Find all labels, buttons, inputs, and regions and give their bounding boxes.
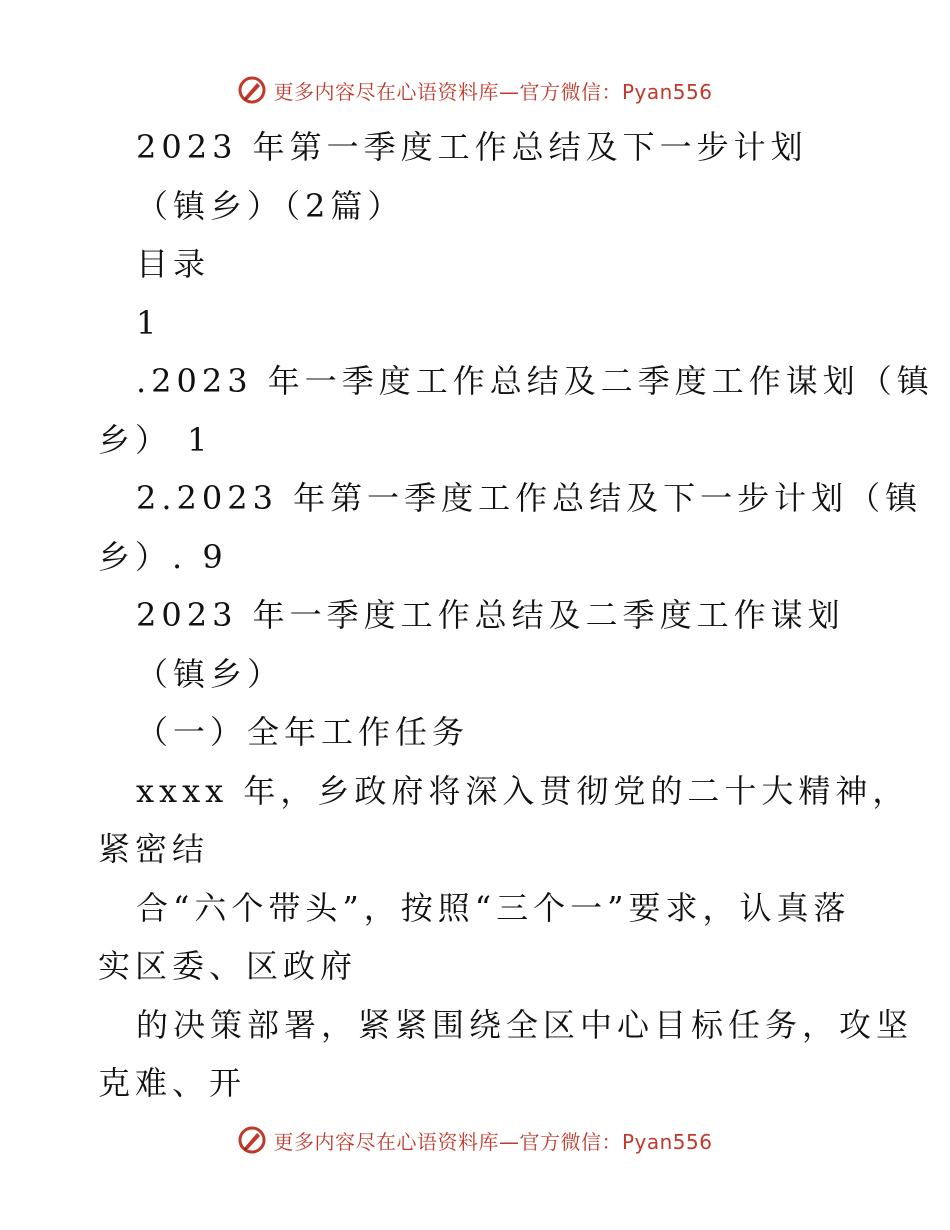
- text-line: 2023 年一季度工作总结及二季度工作谋划: [136, 596, 845, 634]
- text-line: 2023 年第一季度工作总结及下一步计划: [136, 128, 808, 166]
- text-line: .2023 年一季度工作总结及二季度工作谋划（镇: [136, 362, 934, 400]
- text-line: 乡） 1: [98, 420, 213, 459]
- text-line: 目录: [136, 245, 211, 283]
- text-line: 2.2023 年第一季度工作总结及下一步计划（镇: [136, 479, 923, 517]
- text-line: （镇乡）（2篇）: [136, 186, 405, 225]
- text-line: 实区委、区政府: [98, 947, 358, 985]
- text-line: 的决策部署，紧紧围绕全区中心目标任务，攻坚: [136, 1005, 914, 1044]
- text-line: 克难、开: [98, 1064, 247, 1102]
- header-watermark: [0, 72, 950, 108]
- pen-circle-logo-icon: [237, 1125, 267, 1155]
- footer-watermark: [0, 1122, 950, 1158]
- text-line: 1: [136, 303, 162, 342]
- text-line: xxxx 年，乡政府将深入贯彻党的二十大精神，: [136, 771, 910, 810]
- text-line: 紧密结: [98, 830, 210, 868]
- text-line: （镇乡）: [136, 654, 285, 693]
- text-line: 合“六个带头”，按照“三个一”要求，认真落: [136, 888, 851, 927]
- document-body: [98, 118, 934, 1113]
- pen-circle-logo-icon: [237, 75, 267, 105]
- text-line: （一）全年工作任务: [136, 713, 470, 751]
- watermark-text: 更多内容尽在心语资料库—官方微信：Pyan556: [273, 79, 713, 104]
- watermark-text: 更多内容尽在心语资料库—官方微信：Pyan556: [273, 1129, 713, 1154]
- text-line: 乡）. 9: [98, 537, 228, 576]
